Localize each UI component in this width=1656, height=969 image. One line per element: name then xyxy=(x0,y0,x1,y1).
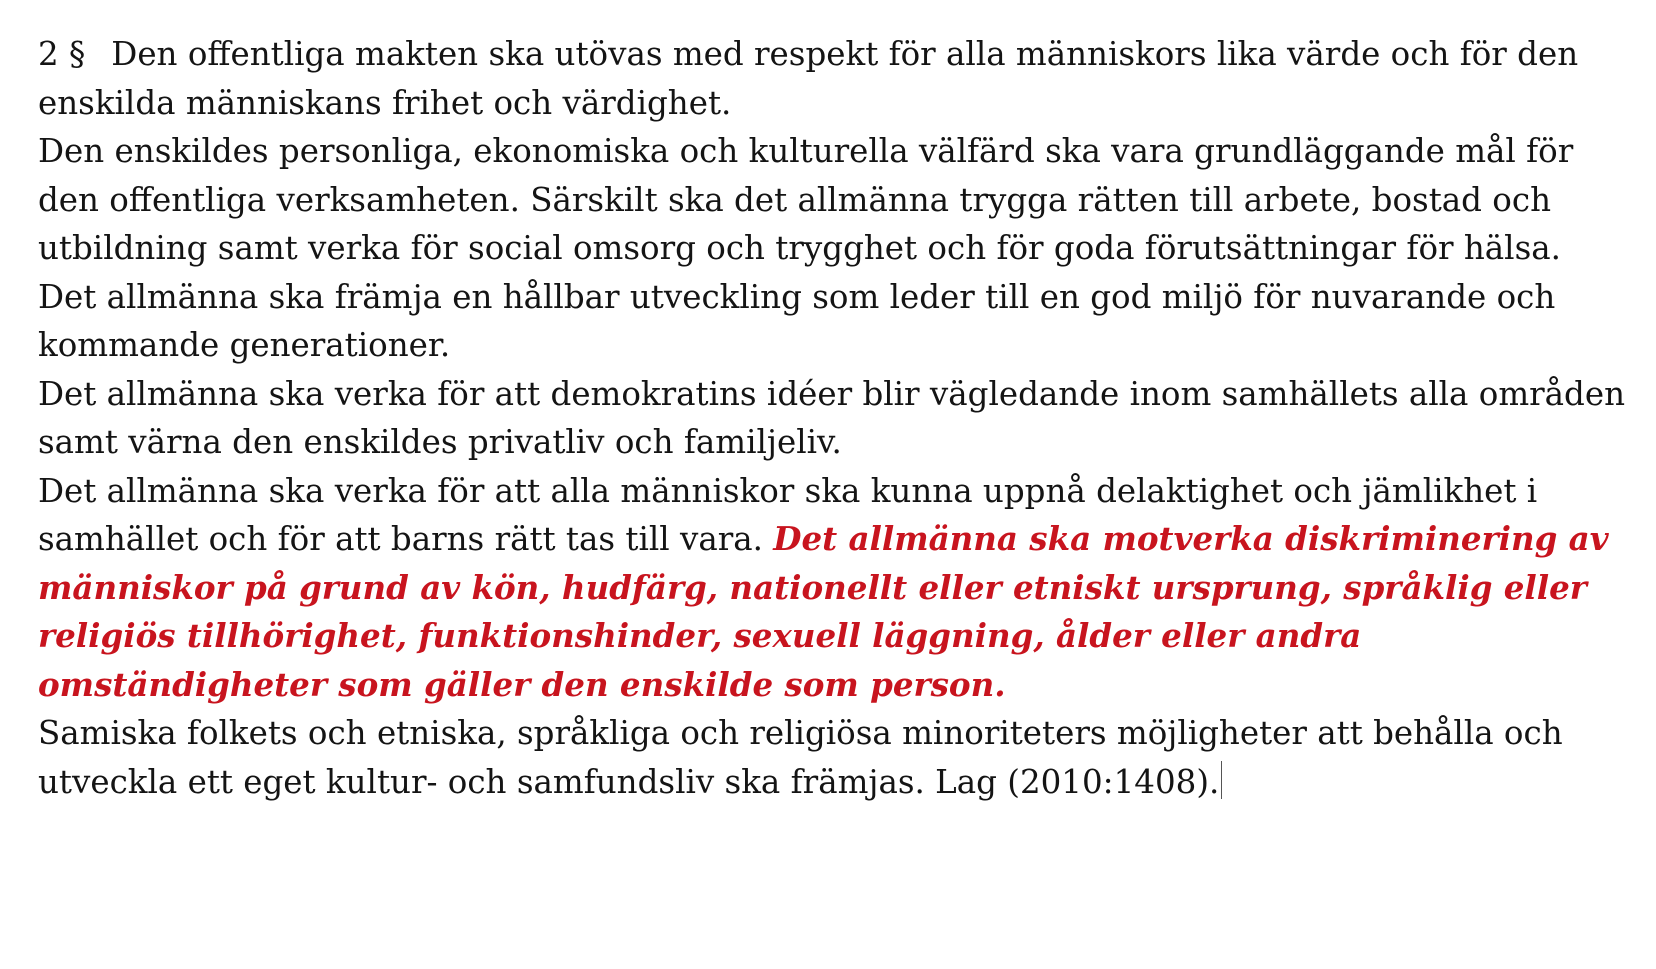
paragraph-6-text: Samiska folkets och etniska, språkliga och religiösa minoriteters möjligheter att behålla och utveckla ett eget kultur- och samfundsliv ska främjas. Lag (2010:1408). xyxy=(38,714,1563,801)
section-number: 2 § xyxy=(38,35,86,73)
paragraph-3: Det allmänna ska främja en hållbar utveckling som leder till en god miljö för nuvarande och kommande generationer. xyxy=(38,277,1556,364)
document-body xyxy=(38,30,1638,806)
paragraph-5-plain-text: Det allmänna ska verka för att alla människor ska kunna uppnå delaktighet och jämlikhet i samhället och för att barns rätt tas till vara. xyxy=(38,471,1538,558)
paragraph-4: Det allmänna ska verka för att demokratins idéer blir vägledande inom samhällets alla områden samt värna den enskildes privatliv och familjeliv. xyxy=(38,374,1626,461)
paragraph-5 xyxy=(38,467,1638,710)
paragraph-2: Den enskildes personliga, ekonomiska och kulturella välfärd ska vara grundläggande mål för den offentliga verksamheten. Särskilt ska det allmänna trygga rätten till arbete, bostad och utbildning samt verka för social omsorg och trygghet och för goda förutsättningar för hälsa. xyxy=(38,132,1574,267)
paragraph-1 xyxy=(38,30,1638,127)
paragraph-1-text: Den offentliga makten ska utövas med respekt för alla människors lika värde och för den enskilda människans frihet och värdighet. xyxy=(38,35,1579,122)
paragraph-6 xyxy=(38,709,1638,806)
highlighted-sentence: Det allmänna ska motverka diskriminering av människor på grund av kön, hudfärg, nationellt eller etniskt ursprung, språklig eller religiös tillhörighet, funktionshinder, sexuell läggning, ålder eller andra omständigheter som gäller den enskilde som person. xyxy=(38,519,1609,704)
text-cursor xyxy=(1221,761,1222,799)
